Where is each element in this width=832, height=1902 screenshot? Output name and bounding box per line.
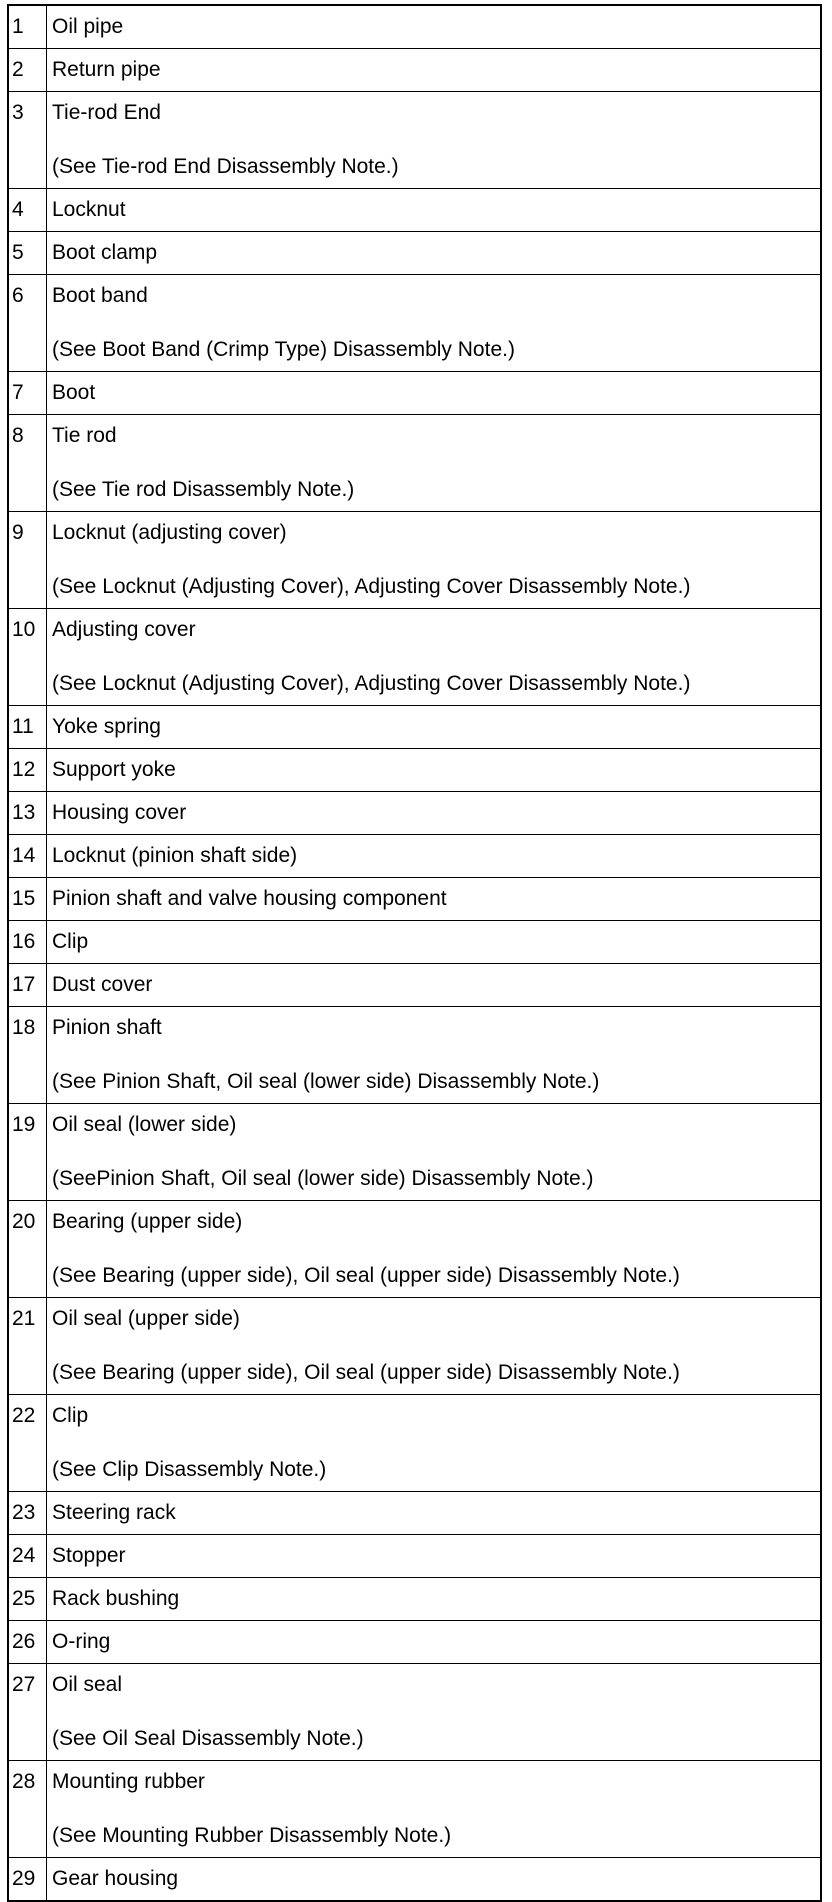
part-description [47,1492,822,1535]
part-description [47,1298,822,1395]
part-description [47,749,822,792]
part-name: Gear housing [52,1867,179,1890]
part-name: Locknut [52,198,126,221]
part-description [47,1201,822,1298]
part-number-text: 28 [12,1770,36,1793]
part-number [8,1298,47,1395]
table-row [8,1298,821,1395]
table-row [8,749,821,792]
table-row [8,792,821,835]
part-disassembly-note: (See Locknut (Adjusting Cover), Adjusting Cover Disassembly Note.) [52,672,691,695]
part-name: Return pipe [52,58,161,81]
table-row [8,1104,821,1201]
part-disassembly-note: (See Pinion Shaft, Oil seal (lower side) Disassembly Note.) [52,1070,600,1093]
part-description [47,275,822,372]
part-number [8,372,47,415]
part-description [47,415,822,512]
table-row [8,609,821,706]
table-row [8,232,821,275]
table-row [8,1492,821,1535]
table-row [8,92,821,189]
table-row [8,189,821,232]
part-number-text: 3 [12,101,24,124]
part-number-text: 8 [12,424,24,447]
table-row [8,415,821,512]
part-name: Boot band [52,284,148,307]
table-row [8,878,821,921]
table-row [8,5,821,49]
part-description [47,706,822,749]
part-name: Locknut (adjusting cover) [52,521,287,544]
table-row [8,275,821,372]
table-row [8,1535,821,1578]
part-number-text: 21 [12,1307,36,1330]
part-name: Housing cover [52,801,187,824]
part-name: Oil seal (lower side) [52,1113,237,1136]
part-description [47,792,822,835]
table-row [8,1007,821,1104]
part-number-text: 23 [12,1501,36,1524]
part-description [47,1395,822,1492]
part-number-text: 11 [12,715,34,738]
part-description [47,49,822,92]
table-row [8,1761,821,1858]
table-row [8,1201,821,1298]
part-number-text: 29 [12,1867,36,1890]
part-name: O-ring [52,1630,111,1653]
table-row [8,1621,821,1664]
table-row [8,706,821,749]
part-name: Tie-rod End [52,101,161,124]
part-number [8,512,47,609]
part-number-text: 1 [12,15,24,38]
part-number-text: 22 [12,1404,36,1427]
part-name: Boot clamp [52,241,158,264]
part-number [8,1535,47,1578]
part-disassembly-note: (See Boot Band (Crimp Type) Disassembly Note.) [52,338,515,361]
part-name: Bearing (upper side) [52,1210,243,1233]
table-row [8,49,821,92]
part-description [47,372,822,415]
part-number [8,275,47,372]
part-number [8,1201,47,1298]
part-disassembly-note: (See Tie-rod End Disassembly Note.) [52,155,399,178]
part-name: Boot [52,381,96,404]
part-disassembly-note: (See Tie rod Disassembly Note.) [52,478,355,501]
part-disassembly-note: (See Oil Seal Disassembly Note.) [52,1727,364,1750]
part-name: Clip [52,930,89,953]
part-number-text: 10 [12,618,36,641]
part-disassembly-note: (See Bearing (upper side), Oil seal (upper side) Disassembly Note.) [52,1361,680,1384]
part-number-text: 4 [12,198,24,221]
part-number [8,49,47,92]
table-row [8,1664,821,1761]
part-description [47,5,822,49]
part-number [8,1761,47,1858]
part-number [8,232,47,275]
part-number-text: 7 [12,381,24,404]
part-number [8,1395,47,1492]
part-number [8,878,47,921]
part-disassembly-note: (SeePinion Shaft, Oil seal (lower side) Disassembly Note.) [52,1167,594,1190]
part-description [47,1761,822,1858]
part-description [47,921,822,964]
part-number [8,1621,47,1664]
part-number-text: 25 [12,1587,36,1610]
table-row [8,1578,821,1621]
part-description [47,1007,822,1104]
part-disassembly-note: (See Bearing (upper side), Oil seal (upper side) Disassembly Note.) [52,1264,680,1287]
part-number-text: 27 [12,1673,36,1696]
part-description [47,189,822,232]
part-number [8,706,47,749]
part-description [47,512,822,609]
part-name: Pinion shaft [52,1016,162,1039]
part-number-text: 19 [12,1113,36,1136]
part-number-text: 14 [12,844,36,867]
part-description [47,232,822,275]
part-name: Adjusting cover [52,618,196,641]
table-row [8,372,821,415]
part-number [8,835,47,878]
part-name: Dust cover [52,973,153,996]
part-number-text: 24 [12,1544,36,1567]
part-number [8,189,47,232]
part-description [47,92,822,189]
part-number-text: 15 [12,887,36,910]
part-number [8,964,47,1007]
part-number-text: 26 [12,1630,36,1653]
part-name: Oil seal (upper side) [52,1307,240,1330]
part-number [8,921,47,964]
part-number-text: 17 [12,973,36,996]
part-description [47,964,822,1007]
part-name: Pinion shaft and valve housing component [52,887,447,910]
part-number-text: 9 [12,521,24,544]
part-name: Tie rod [52,424,117,447]
part-disassembly-note: (See Locknut (Adjusting Cover), Adjusting Cover Disassembly Note.) [52,575,691,598]
part-description [47,1858,822,1902]
part-name: Oil pipe [52,15,124,38]
part-number-text: 12 [12,758,36,781]
table-row [8,1395,821,1492]
part-name: Clip [52,1404,89,1427]
part-name: Mounting rubber [52,1770,205,1793]
part-number-text: 2 [12,58,24,81]
parts-table [7,4,822,1902]
part-name: Yoke spring [52,715,161,738]
part-number-text: 6 [12,284,24,307]
part-number [8,1007,47,1104]
table-row [8,964,821,1007]
part-name: Stopper [52,1544,126,1567]
part-number [8,792,47,835]
table-row [8,512,821,609]
part-number [8,1578,47,1621]
part-number [8,1104,47,1201]
part-number [8,1858,47,1902]
part-number-text: 16 [12,930,36,953]
part-description [47,1664,822,1761]
part-name: Steering rack [52,1501,176,1524]
part-name: Rack bushing [52,1587,180,1610]
part-disassembly-note: (See Mounting Rubber Disassembly Note.) [52,1824,452,1847]
parts-table-body [8,5,821,1901]
part-description [47,1578,822,1621]
part-description [47,609,822,706]
part-disassembly-note: (See Clip Disassembly Note.) [52,1458,327,1481]
part-name: Support yoke [52,758,176,781]
part-number [8,609,47,706]
part-description [47,878,822,921]
part-description [47,835,822,878]
part-description [47,1104,822,1201]
part-name: Locknut (pinion shaft side) [52,844,298,867]
table-row [8,1858,821,1902]
part-number [8,749,47,792]
part-description [47,1535,822,1578]
part-description [47,1621,822,1664]
part-number [8,1492,47,1535]
part-number-text: 13 [12,801,36,824]
part-number [8,415,47,512]
part-number [8,5,47,49]
part-number [8,1664,47,1761]
part-name: Oil seal [52,1673,123,1696]
part-number-text: 5 [12,241,24,264]
table-row [8,921,821,964]
table-row [8,835,821,878]
part-number [8,92,47,189]
part-number-text: 18 [12,1016,36,1039]
part-number-text: 20 [12,1210,36,1233]
